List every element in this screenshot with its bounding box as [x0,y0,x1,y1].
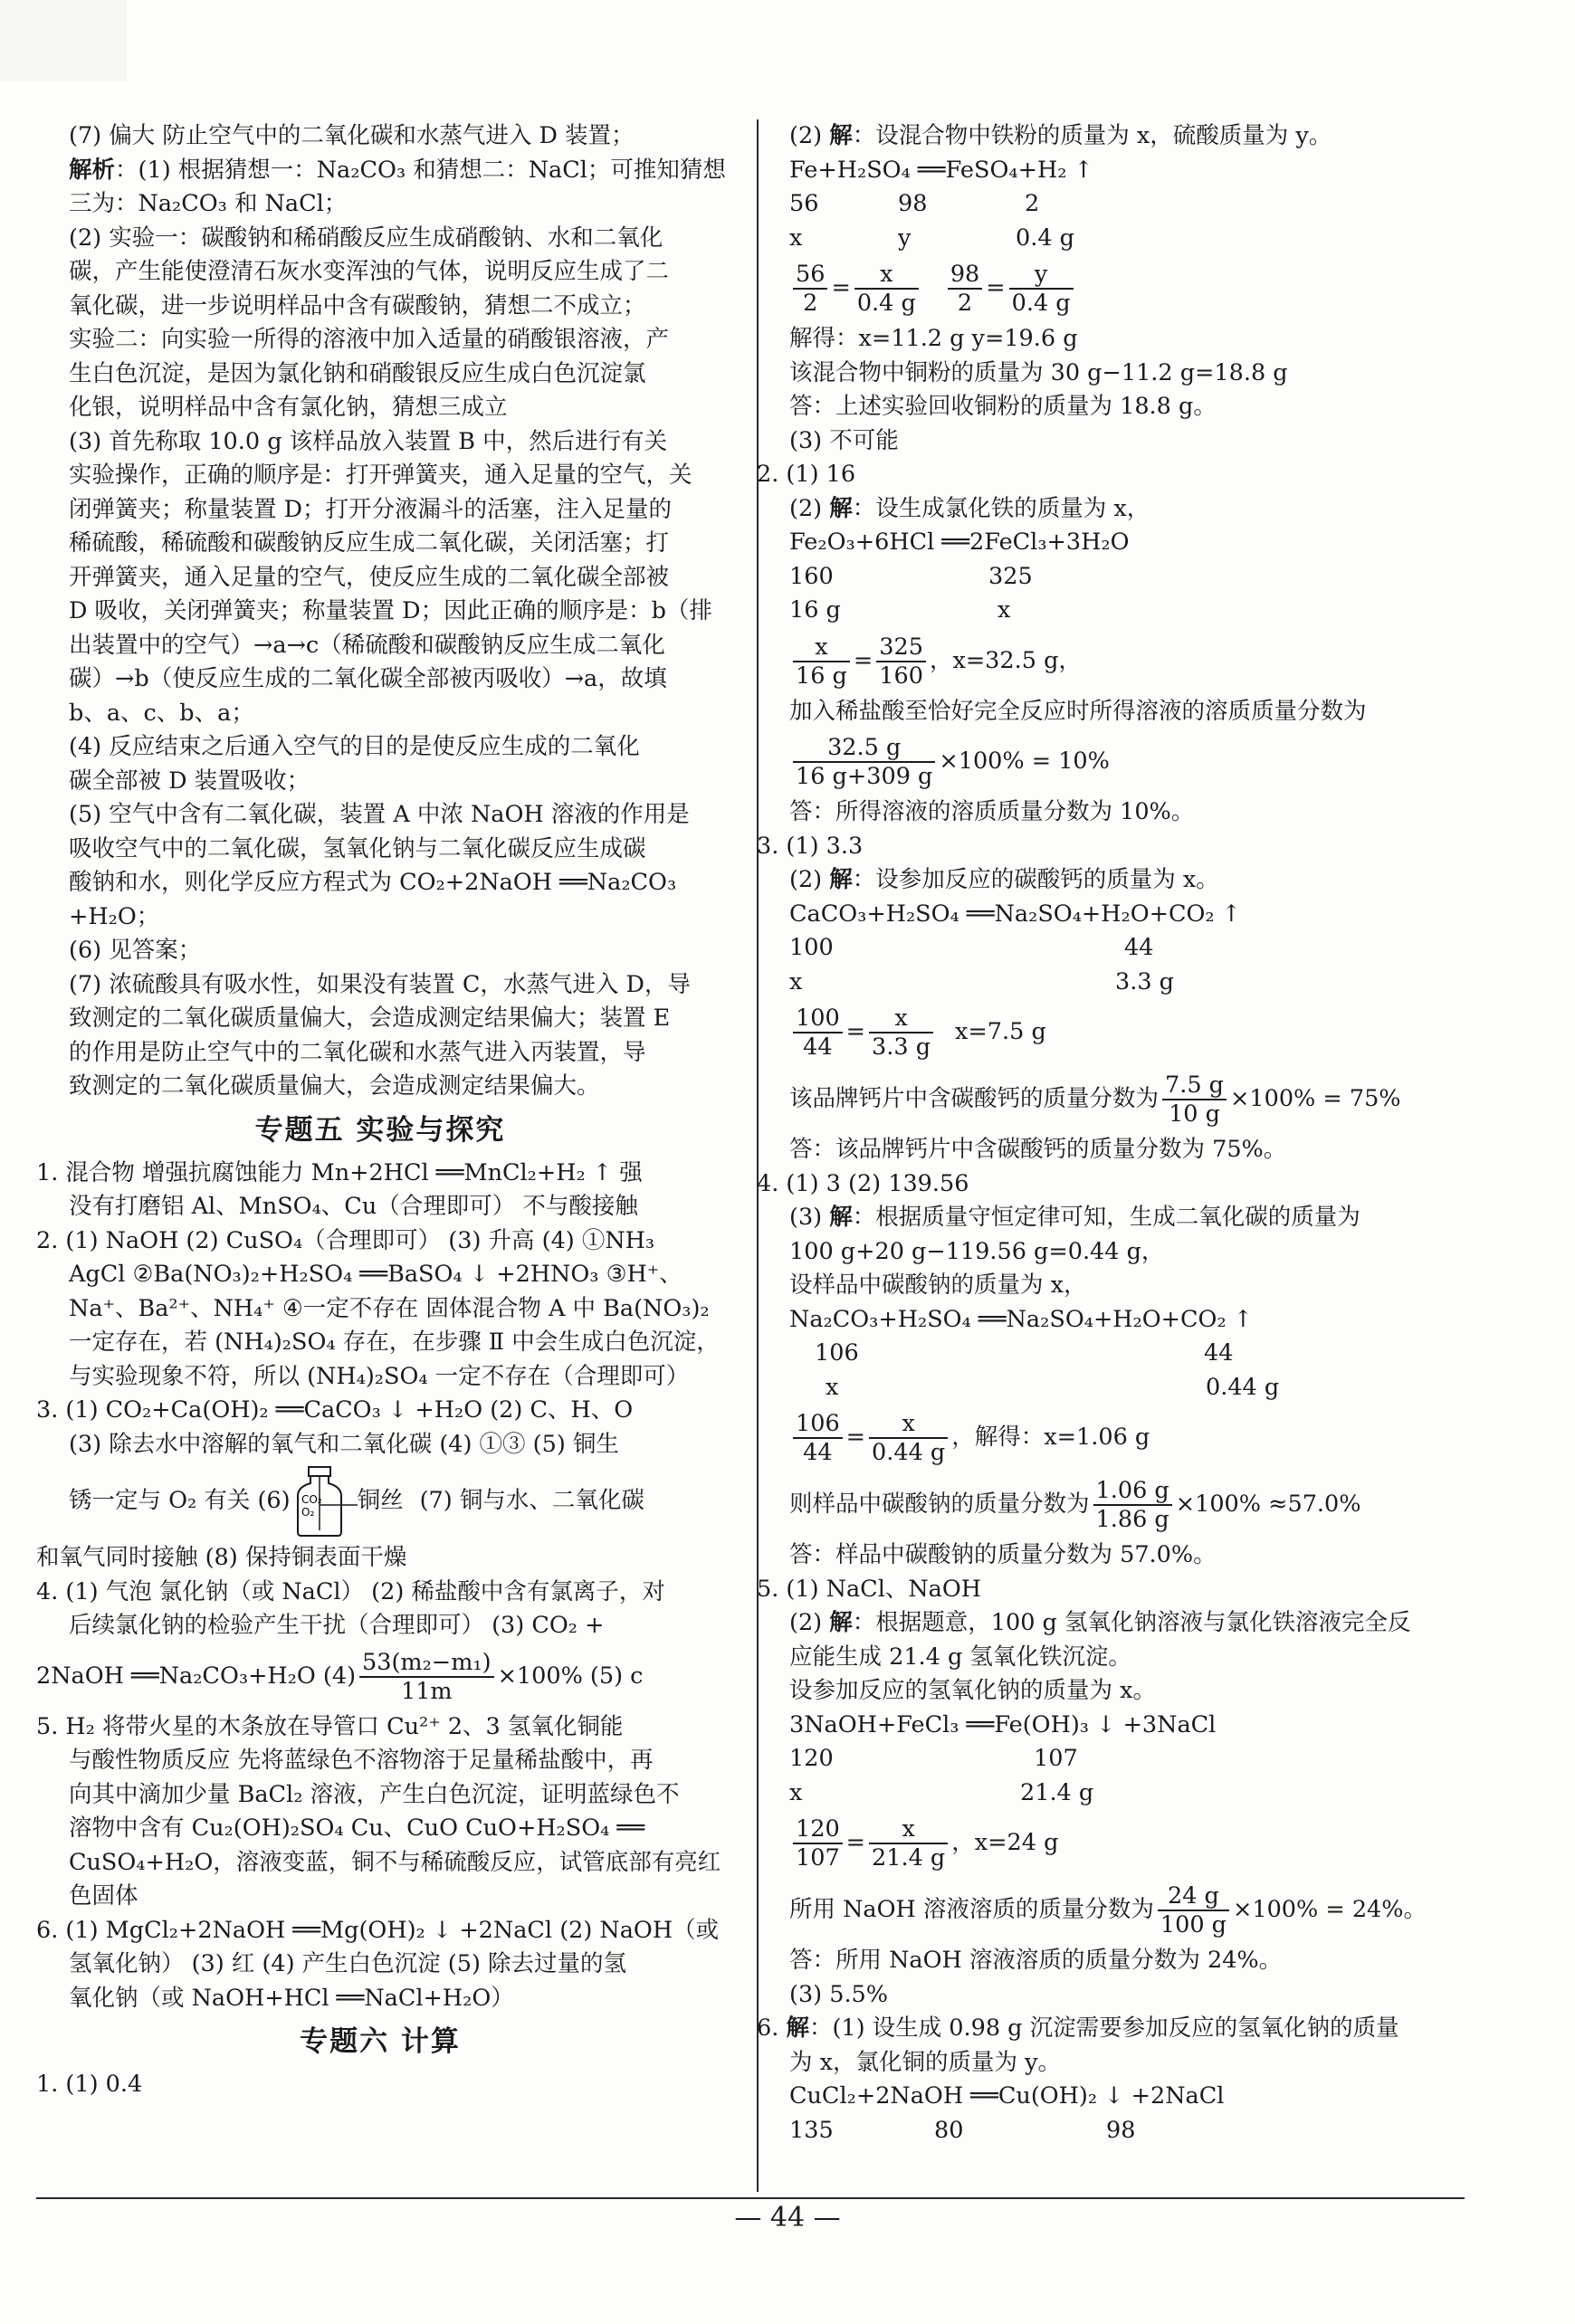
answer-text: (2) [789,122,830,149]
equation-row [789,222,1464,256]
section-heading: 专题五 实验与探究 [254,1113,506,1147]
numerator: 120 [793,1815,843,1844]
proportion-line: $\frac{56}{2}$ = $\frac{x}{0.4 g}$ $\frac{98}{2}$ = $\frac{y}{0.4 g}$ [789,255,1464,322]
fraction-line [789,1066,1464,1133]
answer-line: 三为：Na₂CO₃ 和 NaCl； [69,190,348,217]
fraction [1009,261,1074,317]
numerator: 56 [793,261,827,290]
value: 107 [1034,1745,1078,1772]
fraction [359,1649,494,1705]
proportion-line: $\frac{120}{107}$ = $\frac{x}{21.4 g}$ ，x=24 g [789,1810,1464,1877]
gas-label: O₂ [301,1506,314,1519]
answer-line: (6) 见答案； [69,937,202,964]
numerator: 7.5 g [1162,1072,1227,1100]
answer-line [789,492,1464,527]
answer-text: ，解得：x=1.06 g [951,1424,1150,1452]
value: 135 [789,2116,834,2144]
equation: Fe+H₂SO₄ ══FeSO₄+H₂ ↑ [789,156,1093,184]
answer-text: 6. [757,2014,787,2042]
equation-row [789,594,1464,628]
equation-row [789,560,1464,595]
answer-line: (4) 反应结束之后通入空气的目的是使反应生成的二氧化 [69,733,640,760]
answer-text: ，x=24 g [951,1829,1059,1857]
value: 2 [1025,190,1040,217]
fraction [793,261,827,317]
answer-text: (2) [789,1609,830,1636]
answer-line: D 吸收，关闭弹簧夹；称量装置 D；因此正确的顺序是：b（排 [69,597,712,624]
denominator: 1.86 g [1095,1506,1169,1533]
answer-line: 酸钠和水，则化学反应方程式为 CO₂+2NaOH ══Na₂CO₃ [69,869,677,896]
answer-line: 100 g+20 g−119.56 g=0.44 g， [789,1237,1165,1265]
fraction [793,734,935,790]
answer-line-with-figure [36,1462,724,1541]
numerator: x [869,1005,933,1033]
value: 106 [815,1339,859,1367]
answer-line: 与酸性物质反应 先将蓝绿色不溶物溶于足量稀盐酸中，再 [69,1747,654,1774]
answer-text: (7) 铜与水、二氧化碳 [419,1487,644,1515]
denominator: 2 [957,290,973,317]
denominator: 107 [796,1844,840,1872]
answer-text: 则样品中碳酸钠的质量分数为 [789,1491,1090,1519]
answer-line [789,1606,1464,1641]
solution-label: 解 [829,1609,853,1636]
answer-text: 所用 NaOH 溶液溶质的质量分数为 [789,1896,1154,1924]
answer-line [789,1201,1464,1235]
answer-line: 加入稀盐酸至恰好完全反应时所得溶液的溶质质量分数为 [789,697,1367,725]
copper-wire-label: 铜丝 [357,1487,404,1515]
denominator: 2 [803,290,818,317]
answer-line: 向其中滴加少量 BaCl₂ 溶液，产生白色沉淀，证明蓝绿色不 [69,1780,680,1808]
fraction [793,1410,843,1466]
numerator: x [869,1815,948,1844]
equation-row [789,1742,1464,1776]
answer-line: Na⁺、Ba²⁺、NH₄⁺ ④一定不存在 固体混合物 A 中 Ba(NO₃)₂ [69,1294,710,1322]
gas-label: CO₂ [301,1493,322,1506]
fraction [793,1005,843,1061]
answer-line: (3) 不可能 [789,426,899,454]
equation-row [789,931,1464,966]
answer-text: ×100% = 75% [1230,1085,1401,1113]
answer-line: (3) 5.5% [789,1980,889,2008]
answer-text: ：设生成氯化铁的质量为 x， [852,494,1150,522]
equation: CuCl₂+2NaOH ══Cu(OH)₂ ↓ +2NaCl [789,2082,1225,2110]
answer-line: 1. 混合物 增强抗腐蚀能力 Mn+2HCl ══MnCl₂+H₂ ↑ 强 [36,1158,643,1186]
answer-line: 答：该品牌钙片中含碳酸钙的质量分数为 75%。 [789,1136,1287,1163]
answer-line: 生白色沉淀，是因为氯化钠和硝酸银反应生成白色沉淀氯 [69,359,646,387]
answer-line: AgCl ②Ba(NO₃)₂+H₂SO₄ ══BaSO₄ ↓ +2HNO₃ ③H⁺、 [69,1261,682,1288]
answer-line [757,2012,1464,2046]
value: x [826,1373,839,1401]
answer-line: 解得：x=11.2 g y=19.6 g [789,325,1078,352]
fraction [793,633,850,690]
fraction [876,633,926,690]
fraction [869,1410,948,1466]
answer-line: 设样品中碳酸钠的质量为 x， [789,1272,1087,1299]
answer-line: 吸收空气中的二氧化碳，氢氧化钠与二氧化碳反应生成碳 [69,834,646,862]
answer-text: (3) [789,1204,830,1231]
fraction-line [789,1472,1464,1538]
fraction [793,1815,843,1872]
value: 21.4 g [1020,1778,1094,1806]
answer-line: 5. (1) NaCl、NaOH [757,1575,982,1603]
numerator: y [1009,261,1074,290]
answer-text: ×100% = 24%。 [1232,1896,1427,1924]
page-number: — 44 — [734,2202,841,2234]
answer-line: 3. (1) CO₂+Ca(OH)₂ ══CaCO₃ ↓ +H₂O (2) C、H、O [36,1396,634,1424]
numerator: 325 [876,633,926,662]
answer-line: 3. (1) 3.3 [757,832,864,860]
numerator: 32.5 g [793,734,935,763]
section-heading: 专题六 计算 [300,2025,461,2058]
fraction [948,261,982,317]
numerator: 1.06 g [1093,1477,1172,1506]
value: 325 [988,562,1033,590]
denominator: 160 [879,662,923,690]
answer-line: 6. (1) MgCl₂+2NaOH ══Mg(OH)₂ ↓ +2NaCl (2) NaOH（或 [36,1916,720,1944]
answer-line: 实验操作，正确的顺序是：打开弹簧夹，通入足量的空气，关 [69,462,692,489]
numerator: x [854,261,919,290]
solution-label: 解 [829,122,853,149]
solution-label: 解 [829,866,853,893]
denominator: 0.4 g [856,290,916,317]
value: 16 g [789,596,841,624]
answer-line: 溶物中含有 Cu₂(OH)₂SO₄ Cu、CuO CuO+H₂SO₄ ══ [69,1814,645,1842]
answer-text: 锈一定与 O₂ 有关 (6) [69,1487,291,1515]
fraction [869,1815,948,1872]
answer-line: 应能生成 21.4 g 氢氧化铁沉淀。 [789,1643,1131,1671]
footer-rule [36,2197,1465,2199]
value: x [789,224,803,252]
answer-line: 答：所得溶液的溶质质量分数为 10%。 [789,798,1195,825]
denominator: 0.4 g [1011,290,1071,317]
equation-row [789,1776,1464,1811]
answer-line: 致测定的二氧化碳质量偏大，会造成测定结果偏大。 [69,1072,600,1100]
denominator: 44 [803,1439,833,1466]
answer-line: 2. (1) 16 [757,461,856,488]
answer-line: (3) 除去水中溶解的氧气和二氧化碳 (4) ①③ (5) 铜生 [69,1430,619,1458]
fraction [1158,1882,1229,1938]
answer-line: (7) 偏大 防止空气中的二氧化碳和水蒸气进入 D 装置； [69,122,635,149]
denominator: 44 [803,1033,833,1061]
answer-line [789,863,1464,898]
fraction-line [789,1877,1464,1944]
corner-mark [0,0,127,81]
fraction-line [789,729,1464,795]
equation-row [789,2114,1464,2148]
answer-line: 稀硫酸，稀硫酸和碳酸钠反应生成二氧化碳，关闭活塞；打 [69,529,670,557]
value: 0.4 g [1016,224,1074,252]
answer-line: 色固体 [69,1882,138,1910]
answer-text: ：设参加反应的碳酸钙的质量为 x。 [852,866,1219,893]
value: 3.3 g [1115,967,1174,995]
value: x [789,1778,803,1806]
answer-text: ，x=32.5 g， [929,646,1082,674]
answer-line: 闭弹簧夹；称量装置 D；打开分液漏斗的活塞，注入足量的 [69,495,673,523]
answer-line: (7) 浓硫酸具有吸水性，如果没有装置 C，水蒸气进入 D，导 [69,970,691,998]
denominator: 10 g [1169,1100,1220,1128]
denominator: 21.4 g [872,1844,946,1872]
answer-line: 出装置中的空气）→a→c（稀硫酸和碳酸钠反应生成二氧化 [69,631,665,659]
equation: 3NaOH+FeCl₃ ══Fe(OH)₃ ↓ +3NaCl [789,1710,1217,1738]
answer-line: 开弹簧夹，通入足量的空气，使反应生成的二氧化碳全部被 [69,563,670,591]
value: 0.44 g [1206,1373,1280,1401]
answer-line: 为 x，氯化铜的质量为 y。 [789,2048,1061,2076]
fraction [1093,1477,1172,1533]
answer-text: 该品牌钙片中含碳酸钙的质量分数为 [789,1085,1160,1113]
answer-line: 和氧气同时接触 (8) 保持铜表面干燥 [36,1544,407,1571]
denominator: 3.3 g [872,1033,931,1061]
answer-text: 2NaOH ══Na₂CO₃+H₂O (4) [36,1662,357,1690]
answer-line: 的作用是防止空气中的二氧化碳和水蒸气进入丙装置，导 [69,1038,646,1066]
answer-line: +H₂O； [69,902,160,930]
proportion-line: $\frac{106}{44}$ = $\frac{x}{0.44 g}$ ，解得：x=1.06 g [789,1405,1464,1472]
answer-text: ：根据质量守恒定律可知，生成二氧化碳的质量为 [852,1204,1360,1231]
value: 120 [789,1745,834,1772]
answer-line: 没有打磨铝 Al、MnSO₄、Cu（合理即可） 不与酸接触 [69,1193,638,1220]
bottle-cap [309,1467,330,1476]
answer-line: CuSO₄+H₂O，溶液变蓝，铜不与稀硫酸反应，试管底部有亮红 [69,1848,721,1876]
answer-line: 碳全部被 D 装置吸收； [69,767,310,795]
denominator: 16 g+309 g [796,763,933,790]
answer-text: ：根据题意，100 g 氢氧化钠溶液与氯化铁溶液完全反 [852,1609,1411,1636]
column-divider [757,119,759,2192]
right-column [757,119,1464,2148]
answer-line: 与实验现象不符，所以 (NH₄)₂SO₄ 一定不存在（合理即可） [69,1362,690,1390]
numerator: 24 g [1158,1882,1229,1911]
answer-line: 氢氧化钠） (3) 红 (4) 产生白色沉淀 (5) 除去过量的氢 [69,1950,626,1977]
answer-line-with-fraction [36,1643,724,1710]
denominator: 0.44 g [872,1439,946,1466]
denominator: 100 g [1160,1911,1227,1938]
answer-line [789,119,1464,154]
answer-text: ×100% = 10% [939,748,1110,776]
equation-row [789,1337,1464,1371]
value: 80 [934,2116,964,2144]
answer-line: 答：所用 NaOH 溶液溶质的质量分数为 24%。 [789,1947,1283,1974]
equation-row [789,1371,1464,1405]
numerator: 100 [793,1005,843,1033]
value: x [789,967,803,995]
value: 56 [789,190,819,217]
solution-label: 解 [829,1204,853,1231]
numerator: x [869,1410,948,1439]
value: 98 [898,190,928,217]
answer-line: 设参加反应的氢氧化钠的质量为 x。 [789,1677,1156,1704]
fraction [854,261,919,317]
equation-row [789,966,1464,1000]
answer-line: 答：样品中碳酸钠的质量分数为 57.0%。 [789,1541,1217,1568]
answer-text: x=7.5 g [955,1018,1046,1046]
denominator: 11m [400,1677,453,1705]
answer-text: ×100% (5) c [497,1662,644,1690]
bottle-figure [291,1463,358,1539]
answer-line: 氧化钠（或 NaOH+HCl ══NaCl+H₂O） [69,1984,514,2012]
answer-line: 4. (1) 3 (2) 139.56 [757,1169,969,1197]
value: y [898,224,912,252]
answer-line: 一定存在，若 (NH₄)₂SO₄ 存在，在步骤 Ⅱ 中会生成白色沉淀， [69,1329,720,1356]
answer-text: ：设混合物中铁粉的质量为 x，硫酸质量为 y。 [852,122,1332,149]
answer-line: (5) 空气中含有二氧化碳，装置 A 中浓 NaOH 溶液的作用是 [69,801,690,828]
answer-line: 该混合物中铜粉的质量为 30 g−11.2 g=18.8 g [789,358,1288,386]
value: 160 [789,562,834,590]
equation: Fe₂O₃+6HCl ══2FeCl₃+3H₂O [789,529,1130,556]
answer-line: (2) 实验一：碳酸钠和稀硝酸反应生成硝酸钠、水和二氧化 [69,224,663,252]
numerator: 106 [793,1410,843,1439]
equation-row [789,187,1464,222]
analysis-label: 解析 [69,156,116,184]
fraction [869,1005,933,1061]
answer-text: ：(1) 根据猜想一：Na₂CO₃ 和猜想二：NaCl；可推知猜想 [115,156,726,184]
answer-line: 答：上述实验回收铜粉的质量为 18.8 g。 [789,393,1217,420]
answer-line: 碳）→b（使反应生成的二氧化碳全部被丙吸收）→a，故填 [69,665,667,692]
value: 44 [1204,1339,1234,1367]
value: x [998,596,1011,624]
answer-text: ×100% ≈57.0% [1175,1491,1361,1519]
answer-line: (3) 首先称取 10.0 g 该样品放入装置 B 中，然后进行有关 [69,427,668,455]
answer-line: 氧化碳，进一步说明样品中含有碳酸钠，猜想二不成立； [69,291,646,319]
answer-line: b、a、c、b、a； [69,699,254,727]
equation: Na₂CO₃+H₂SO₄ ══Na₂SO₄+H₂O+CO₂ ↑ [789,1305,1254,1333]
fraction [1162,1072,1227,1128]
solution-label: 解 [829,494,853,522]
value: 100 [789,934,834,961]
left-column [36,119,724,2102]
numerator: x [793,633,850,662]
answer-line: 化银，说明样品中含有氯化钠，猜想三成立 [69,394,508,421]
answer-line: 致测定的二氧化碳质量偏大，会造成测定结果偏大；装置 E [69,1005,671,1032]
proportion-line: $\frac{100}{44}$ = $\frac{x}{3.3 g}$ x=7.5 g [789,999,1464,1066]
numerator: 98 [948,261,982,290]
value: 44 [1124,934,1154,961]
answer-text: (2) [789,866,830,893]
answer-text: (2) [789,494,830,522]
answer-line: 后续氯化钠的检验产生干扰（合理即可） (3) CO₂ + [69,1612,605,1639]
answer-line [36,154,724,188]
proportion-line: $\frac{x}{16 g}$ = $\frac{325}{160}$ ，x=32.5 g， [789,628,1464,695]
denominator: 16 g [796,662,847,690]
answer-line: 实验二：向实验一所得的溶液中加入适量的硝酸银溶液，产 [69,326,670,353]
numerator: 53(m₂−m₁) [359,1649,494,1678]
answer-text: ：(1) 设生成 0.98 g 沉淀需要参加反应的氢氧化钠的质量 [808,2014,1399,2042]
solution-label: 解 [786,2014,809,2042]
answer-line: 碳，产生能使澄清石灰水变浑浊的气体，说明反应生成了二 [69,258,670,285]
equation: CaCO₃+H₂SO₄ ══Na₂SO₄+H₂O+CO₂ ↑ [789,900,1242,928]
answer-line: 2. (1) NaOH (2) CuSO₄（合理即可） (3) 升高 (4) ①NH₃ [36,1226,655,1254]
answer-line: 1. (1) 0.4 [36,2071,143,2098]
answer-line: 4. (1) 气泡 氯化钠（或 NaCl） (2) 稀盐酸中含有氯离子，对 [36,1577,665,1605]
value: 98 [1106,2116,1136,2144]
answer-line: 5. H₂ 将带火星的木条放在导管口 Cu²⁺ 2、3 氢氧化铜能 [36,1712,624,1740]
